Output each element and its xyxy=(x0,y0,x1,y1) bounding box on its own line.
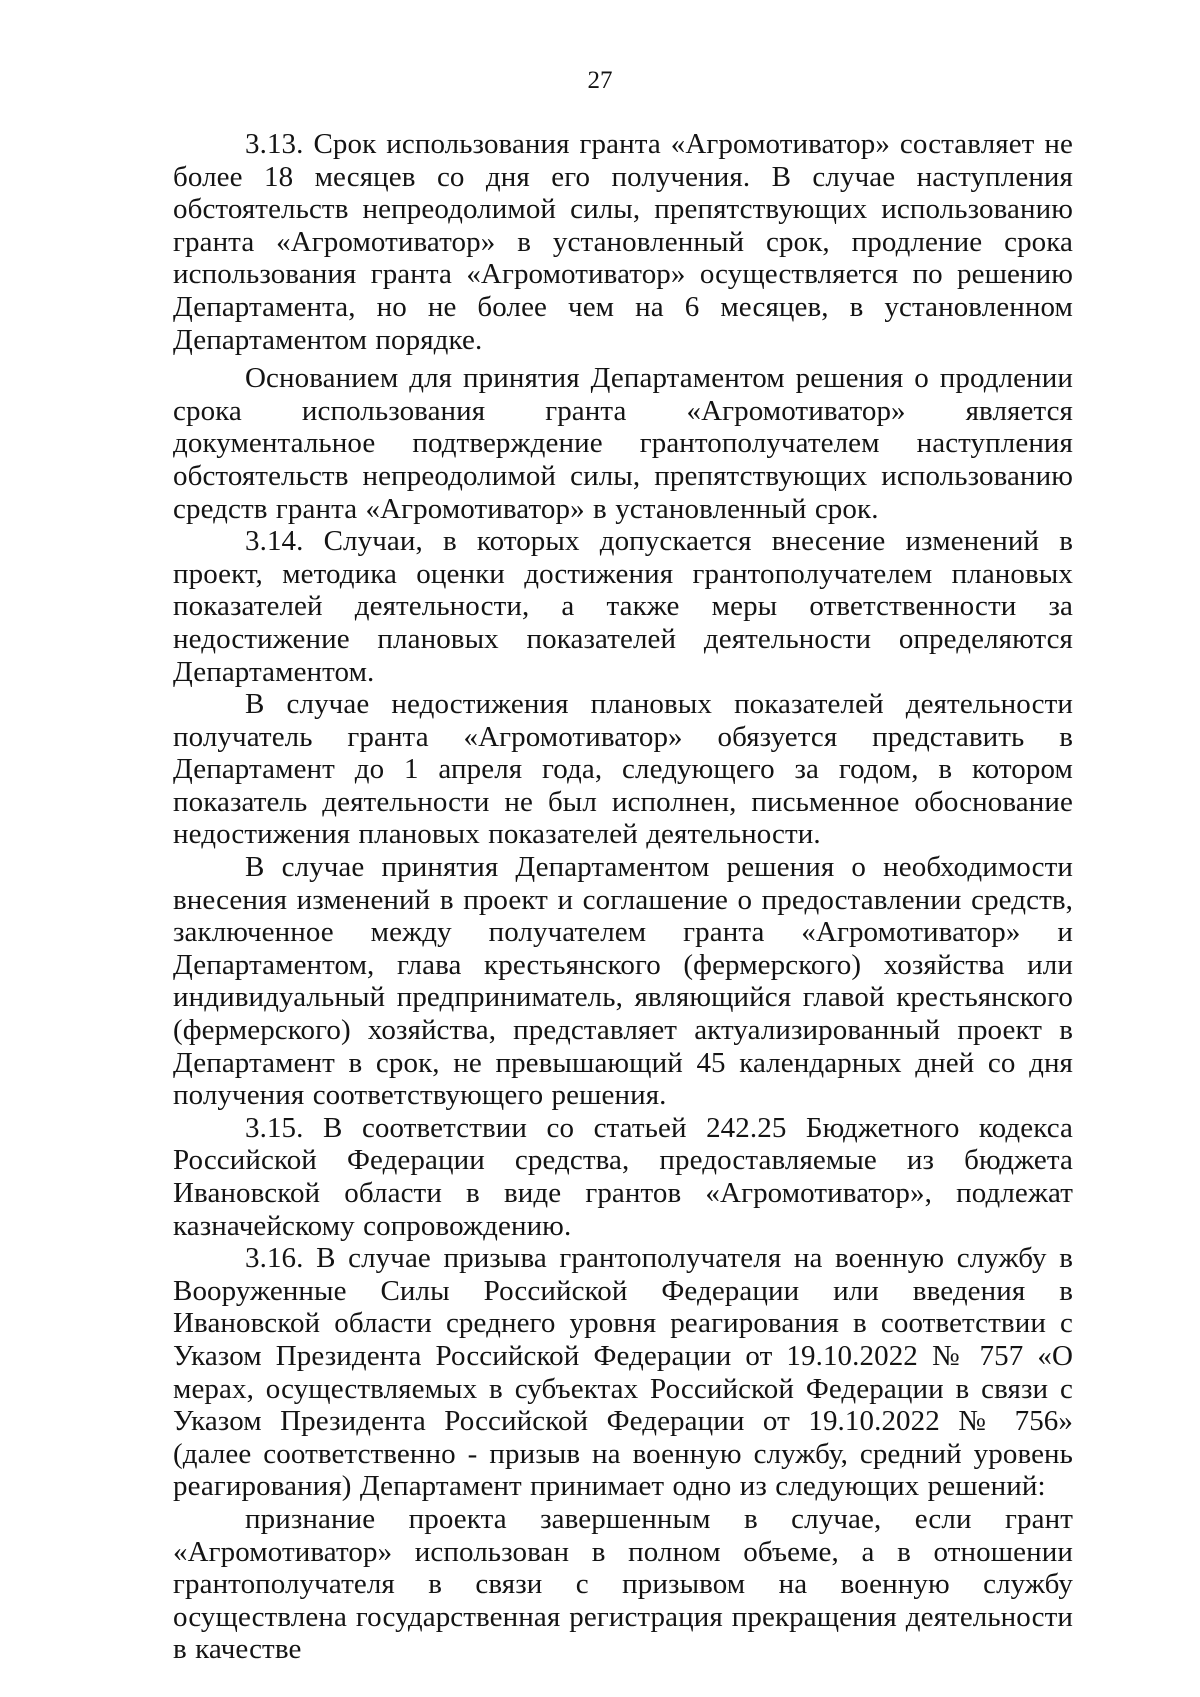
paragraph-3-14: 3.14. Случаи, в которых допускается внесение изменений в проект, методика оценки достижения грантополучателем плановых показателей деятельности, а также меры ответственности за недостижение плановых показателей деятельности определяются Департаментом. xyxy=(173,525,1073,688)
paragraph-project-completed: признание проекта завершенным в случае, если грант «Агромотиватор» использован в полном объеме, а в отношении грантополучателя в связи с призывом на военную службу осуществлена государственная регистрация прекращения деятельности в качестве xyxy=(173,1502,1073,1666)
document-body xyxy=(173,128,1073,1666)
paragraph-project-changes: В случае принятия Департаментом решения о необходимости внесения изменений в проект и соглашение о предоставлении средств, заключенное между получателем гранта «Агромотиватор» и Департаментом, глава крестьянского (фермерского) хозяйства или индивидуальный предприниматель, являющийся главой крестьянского (фермерского) хозяйства, представляет актуализированный проект в Департамент в срок, не превышающий 45 календарных дней со дня получения соответствующего решения. xyxy=(173,851,1073,1112)
page-number: 27 xyxy=(587,67,613,94)
paragraph-indicators-failure: В случае недостижения плановых показателей деятельности получатель гранта «Агромотиватор» обязуется представить в Департамент до 1 апреля года, следующего за годом, в котором показатель деятельности не был исполнен, письменное обоснование недостижения плановых показателей деятельности. xyxy=(173,688,1073,851)
paragraph-extension-basis: Основанием для принятия Департаментом решения о продлении срока использования гранта «Агромотиватор» является документальное подтверждение грантополучателем наступления обстоятельств непреодолимой силы, препятствующих использованию средств гранта «Агромотиватор» в установленный срок. xyxy=(173,362,1073,525)
paragraph-3-13: 3.13. Срок использования гранта «Агромотиватор» составляет не более 18 месяцев со дня его получения. В случае наступления обстоятельств непреодолимой силы, препятствующих использованию гранта «Агромотиватор» в установленный срок, продление срока использования гранта «Агромотиватор» осуществляется по решению Департамента, но не более чем на 6 месяцев, в установленном Департаментом порядке. xyxy=(173,128,1073,356)
paragraph-3-15: 3.15. В соответствии со статьей 242.25 Бюджетного кодекса Российской Федерации средства, предоставляемые из бюджета Ивановской области в виде грантов «Агромотиватор», подлежат казначейскому сопровождению. xyxy=(173,1111,1073,1242)
paragraph-3-16: 3.16. В случае призыва грантополучателя на военную службу в Вооруженные Силы Российской Федерации или введения в Ивановской области среднего уровня реагирования в соответствии с Указом Президента Российской Федерации от 19.10.2022 № 757 «О мерах, осуществляемых в субъектах Российской Федерации в связи с Указом Президента Российской Федерации от 19.10.2022 № 756» (далее соответственно - призыв на военную службу, средний уровень реагирования) Департамент принимает одно из следующих решений: xyxy=(173,1242,1073,1503)
